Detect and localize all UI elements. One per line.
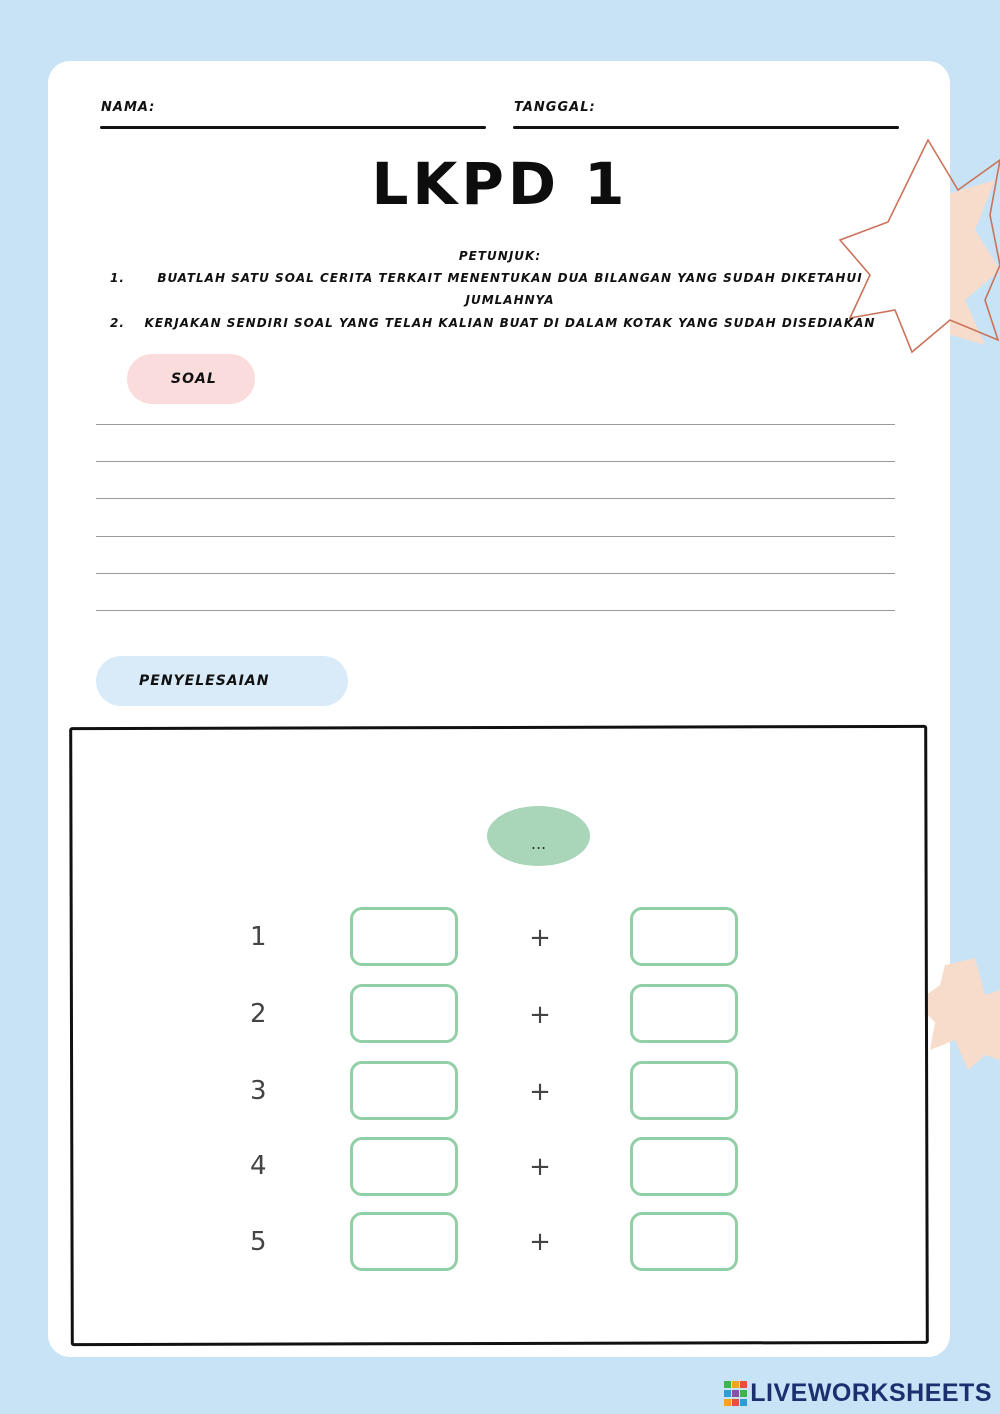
instruction-2-text: KERJAKAN SENDIRI SOAL YANG TELAH KALIAN BUAT DI DALAM KOTAK YANG SUDAH DISEDIAKAN [144,316,876,330]
date-label: TANGGAL: [514,100,596,115]
liveworksheets-logo-text: LIVEWORKSHEETS [750,1379,992,1407]
row-number: 3 [250,1076,267,1106]
total-placeholder: ... [530,833,547,853]
soal-label-pill [127,354,255,404]
row-number: 5 [250,1227,267,1257]
soal-label: SOAL [171,371,217,387]
penyelesaian-label-pill [96,656,348,706]
addend-b-input[interactable] [630,1061,738,1120]
instruction-2-number: 2. [110,316,125,330]
soal-writing-line[interactable] [96,573,895,574]
addend-b-input[interactable] [630,907,738,966]
addend-b-input[interactable] [630,1137,738,1196]
name-input-line[interactable] [100,126,486,129]
addend-a-input[interactable] [350,1212,458,1271]
instruction-1-text-cont: JUMLAHNYA [465,293,555,307]
addend-a-input[interactable] [350,1061,458,1120]
plus-operator: + [529,1077,551,1107]
instruction-1-text: BUATLAH SATU SOAL CERITA TERKAIT MENENTUKAN DUA BILANGAN YANG SUDAH DIKETAHUI [157,271,863,285]
addend-a-input[interactable] [350,984,458,1043]
addend-a-input[interactable] [350,907,458,966]
plus-operator: + [529,1227,551,1257]
soal-writing-line[interactable] [96,461,895,462]
instruction-1-number: 1. [110,271,125,285]
soal-writing-line[interactable] [96,610,895,611]
row-number: 1 [250,922,267,952]
soal-writing-line[interactable] [96,424,895,425]
worksheet-title: LKPD 1 [371,150,629,218]
plus-operator: + [529,1152,551,1182]
liveworksheets-logo [724,1379,992,1408]
row-number: 2 [250,999,267,1029]
soal-writing-line[interactable] [96,498,895,499]
plus-operator: + [529,1000,551,1030]
instructions-heading: PETUNJUK: [458,249,542,263]
date-input-line[interactable] [513,126,899,129]
plus-operator: + [529,923,551,953]
addend-b-input[interactable] [630,1212,738,1271]
name-label: NAMA: [101,100,156,115]
penyelesaian-label: PENYELESAIAN [139,673,270,689]
row-number: 4 [250,1151,267,1181]
soal-writing-line[interactable] [96,536,895,537]
addend-b-input[interactable] [630,984,738,1043]
liveworksheets-logo-icon [724,1381,748,1407]
total-oval [487,806,590,866]
addend-a-input[interactable] [350,1137,458,1196]
